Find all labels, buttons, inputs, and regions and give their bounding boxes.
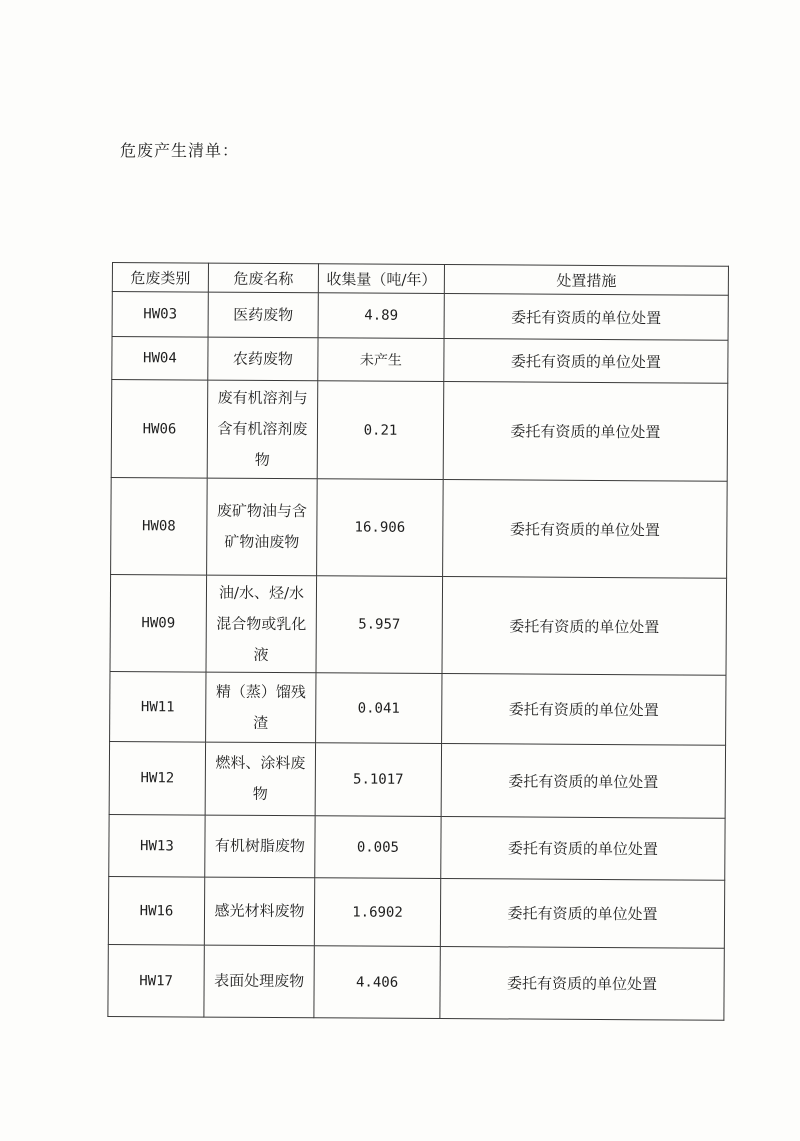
waste-name-cell [208,292,318,338]
table-row [110,574,727,675]
measure-cell: 委托有资质的单位处置 [440,879,724,949]
waste-name-cell [207,478,318,576]
category-cell: HW17 [108,944,204,1017]
table-row [111,477,728,578]
table-row [110,671,726,745]
waste-name-text: 废有机溶剂与含有机溶剂废物 [217,388,308,469]
quantity-cell: 4.89 [318,293,444,339]
measure-cell: 委托有资质的单位处置 [441,817,725,881]
waste-name-cell [208,337,318,381]
header-quantity: 收集量（吨/年） [318,264,444,294]
header-category: 危废类别 [112,263,208,293]
waste-name-cell [206,672,316,743]
table-row [108,944,724,1020]
table-row [112,337,728,384]
waste-name-cell [207,380,318,479]
measure-cell: 委托有资质的单位处置 [440,947,724,1021]
page-heading: 危废产生清单： [120,141,240,160]
hazardous-waste-table [107,262,729,1021]
waste-name-cell [206,575,317,673]
waste-name-text: 废矿物油与含矿物油废物 [216,501,308,552]
category-cell: HW12 [109,741,205,815]
measure-cell: 委托有资质的单位处置 [442,577,727,676]
quantity-cell: 16.906 [317,479,444,577]
table-header-row [112,263,728,296]
waste-name-cell [205,815,315,878]
measure-cell: 委托有资质的单位处置 [443,480,728,579]
waste-name-text: 医药废物 [233,305,294,324]
quantity-cell: 5.1017 [315,743,441,817]
category-cell: HW04 [112,337,208,381]
measure-cell: 委托有资质的单位处置 [443,382,728,482]
waste-name-cell [205,742,315,816]
quantity-cell: 5.957 [316,576,443,674]
table-row [112,292,728,341]
quantity-cell: 0.21 [317,381,444,480]
quantity-cell: 1.6902 [314,878,440,947]
waste-name-cell [204,945,314,1018]
waste-name-text: 精（蒸）馏残渣 [215,682,306,732]
waste-name-text: 感光材料废物 [214,901,305,921]
waste-name-text: 燃料、涂料废物 [215,753,306,803]
quantity-cell: 4.406 [314,946,440,1019]
category-cell: HW06 [111,380,208,479]
measure-cell: 委托有资质的单位处置 [444,339,728,384]
waste-name-text: 油/水、烃/水混合物或乳化液 [216,583,307,664]
category-cell: HW08 [111,477,208,575]
quantity-cell: 未产生 [318,338,444,382]
waste-name-text: 表面处理废物 [214,971,305,991]
quantity-cell: 0.041 [316,673,442,744]
measure-cell: 委托有资质的单位处置 [441,744,725,819]
table-row [108,876,724,948]
category-cell: HW11 [110,671,206,742]
category-cell: HW16 [108,876,204,945]
quantity-cell: 0.005 [315,816,441,879]
measure-cell: 委托有资质的单位处置 [444,294,728,341]
header-measure: 处置措施 [444,265,728,296]
category-cell: HW09 [110,574,207,672]
table-row [111,380,728,482]
table-row [109,741,725,818]
waste-name-text: 有机树脂废物 [214,836,305,856]
waste-name-text: 农药废物 [232,349,293,368]
measure-cell: 委托有资质的单位处置 [442,674,726,746]
table-row [109,814,725,880]
category-cell: HW13 [109,814,205,877]
header-name: 危废名称 [208,263,318,293]
waste-name-cell [204,877,314,946]
category-cell: HW03 [112,292,208,338]
